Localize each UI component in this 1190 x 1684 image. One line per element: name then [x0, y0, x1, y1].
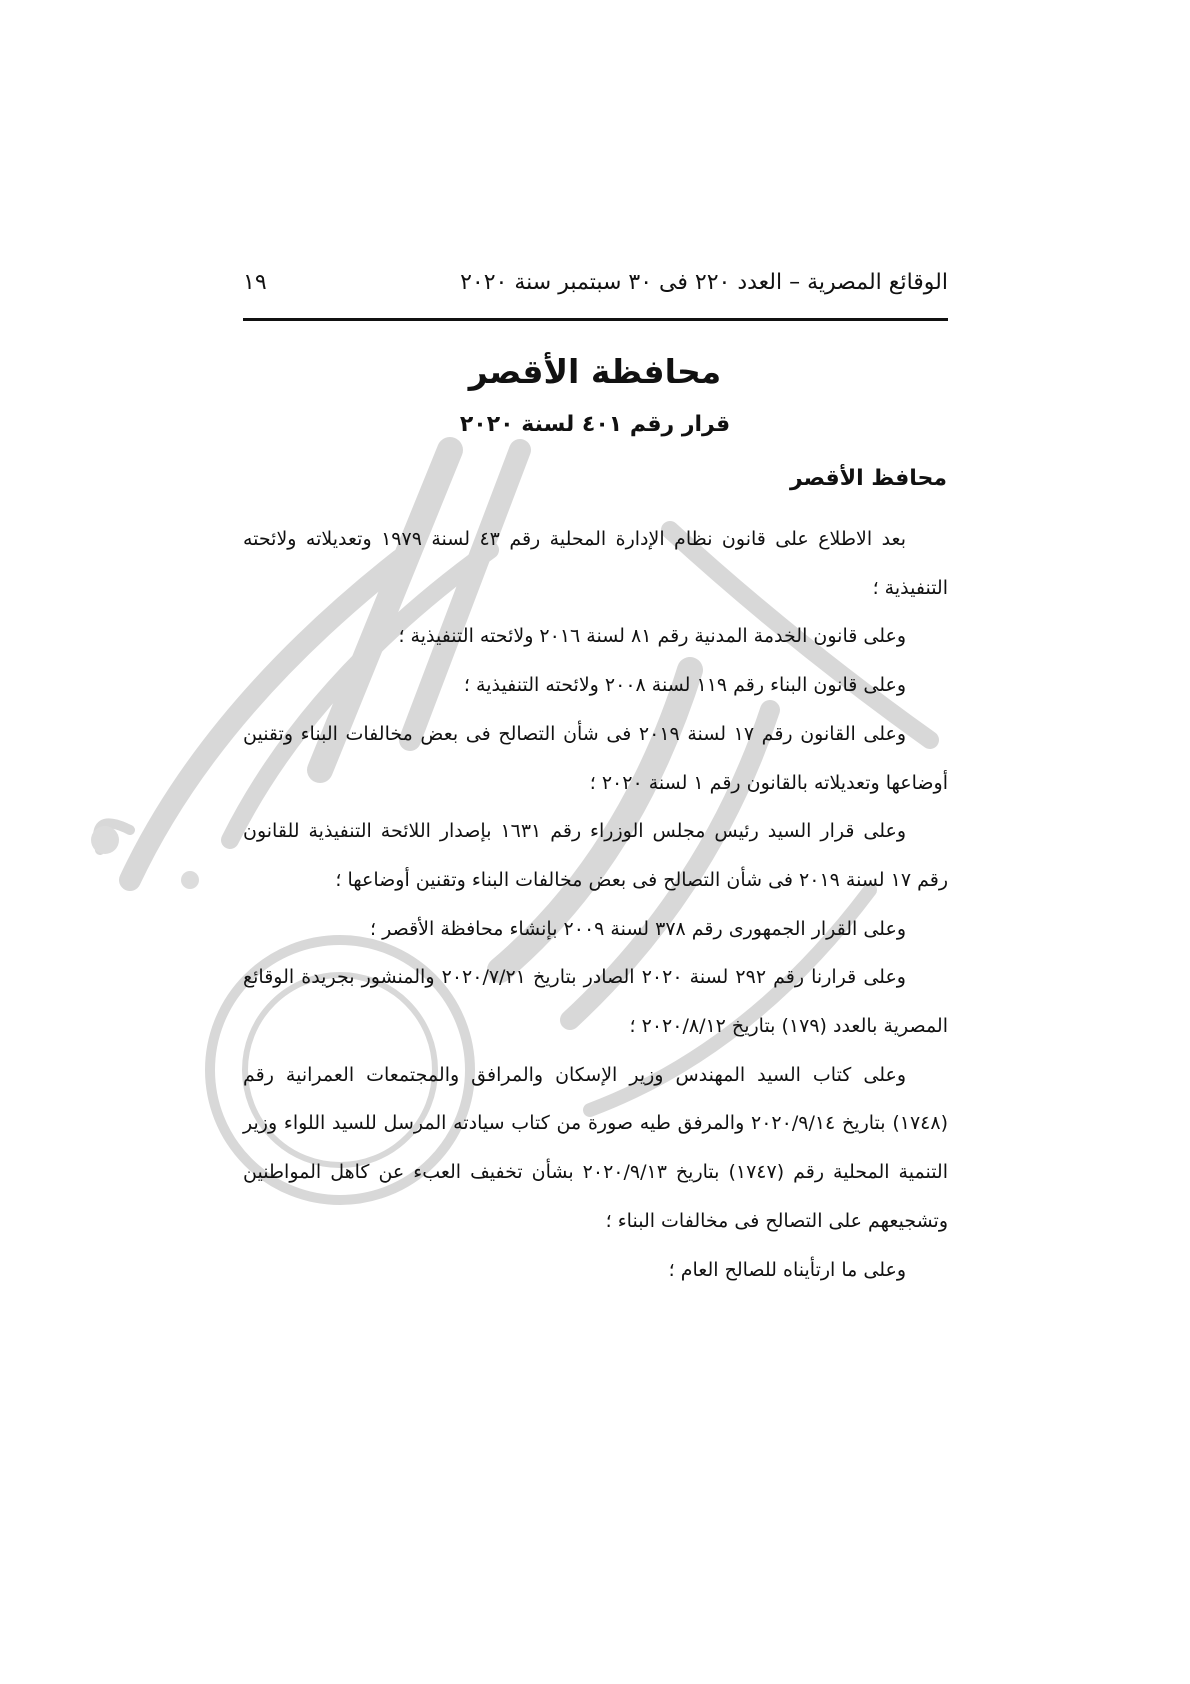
decree-title: قرار رقم ٤٠١ لسنة ٢٠٢٠ — [459, 412, 731, 437]
issuer-title: محافظ الأقصر — [789, 466, 947, 491]
preamble-paragraph: وعلى ما ارتأيناه للصالح العام ؛ — [668, 1258, 906, 1281]
governorate-title: محافظة الأقصر — [468, 352, 722, 391]
page-header — [243, 270, 948, 310]
decree-preamble — [243, 515, 948, 1294]
preamble-paragraph: وعلى القرار الجمهورى رقم ٣٧٨ لسنة ٢٠٠٩ بإنشاء محافظة الأقصر ؛ — [370, 917, 906, 940]
page-number: ١٩ — [243, 270, 267, 295]
preamble-paragraph: وعلى القانون رقم ١٧ لسنة ٢٠١٩ فى شأن التصالح فى بعض مخالفات البناء وتقنين أوضاعها وتعديلاته بالقانون رقم ١ لسنة ٢٠٢٠ ؛ — [243, 722, 948, 794]
preamble-paragraph: وعلى قرار السيد رئيس مجلس الوزراء رقم ١٦٣١ بإصدار اللائحة التنفيذية للقانون رقم ١٧ لسنة ٢٠١٩ فى شأن التصالح فى بعض مخالفات البناء وتقنين أوضاعها ؛ — [243, 820, 948, 891]
preamble-paragraph: بعد الاطلاع على قانون نظام الإدارة المحلية رقم ٤٣ لسنة ١٩٧٩ وتعديلاته ولائحته التنفيذية ؛ — [243, 528, 948, 599]
header-divider — [243, 318, 948, 321]
preamble-paragraph: وعلى كتاب السيد المهندس وزير الإسكان والمرافق والمجتمعات العمرانية رقم (١٧٤٨) بتاريخ ٢٠٢٠/٩/١٤ والمرفق طيه صورة من كتاب سيادته المرسل للسيد اللواء وزير التنمية المحلية رقم (١٧٤٧) بتاريخ ٢٠٢٠/٩/١٣ بشأن تخفيف العبء عن كاهل المواطنين وتشجيعهم على التصالح فى مخالفات البناء ؛ — [243, 1063, 949, 1232]
preamble-paragraph: وعلى قرارنا رقم ٢٩٢ لسنة ٢٠٢٠ الصادر بتاريخ ٢٠٢٠/٧/٢١ والمنشور بجريدة الوقائع المصرية بالعدد (١٧٩) بتاريخ ٢٠٢٠/٨/١٢ ؛ — [243, 966, 948, 1038]
preamble-paragraph: وعلى قانون البناء رقم ١١٩ لسنة ٢٠٠٨ ولائحته التنفيذية ؛ — [463, 674, 906, 697]
gazette-issue-title: الوقائع المصرية – العدد ٢٢٠ فى ٣٠ سبتمبر سنة ٢٠٢٠ — [460, 270, 948, 295]
preamble-paragraph: وعلى قانون الخدمة المدنية رقم ٨١ لسنة ٢٠١٦ ولائحته التنفيذية ؛ — [398, 625, 906, 648]
